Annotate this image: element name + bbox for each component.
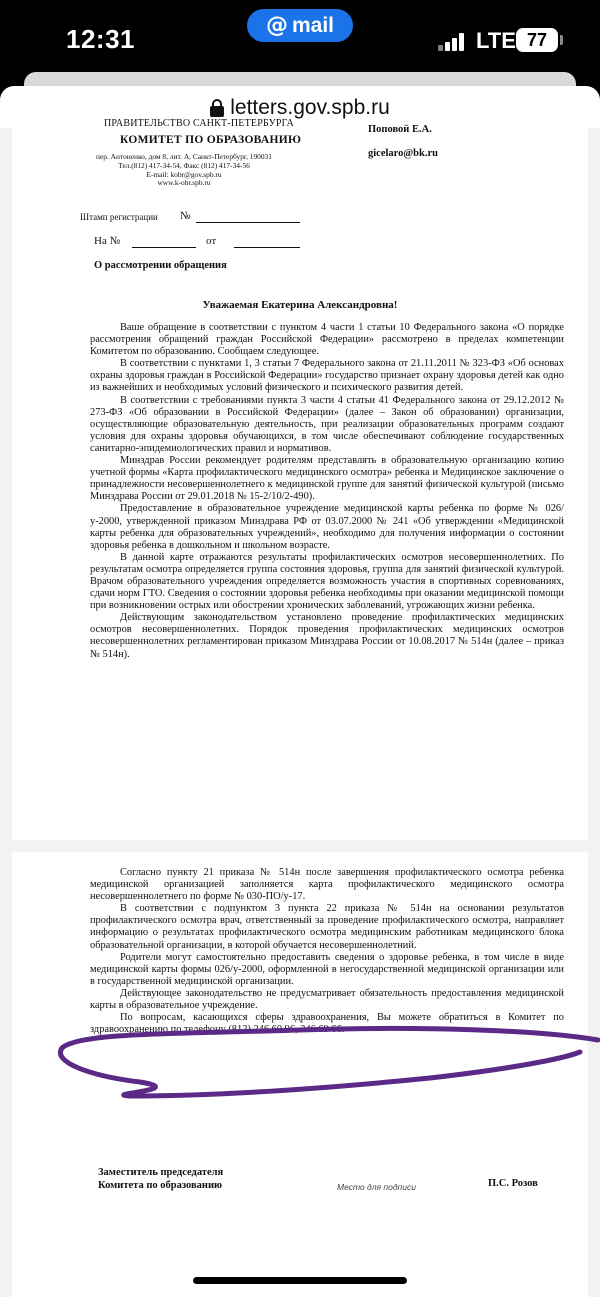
reply-date-line — [234, 247, 300, 248]
signatory-name: П.С. Розов — [488, 1178, 538, 1189]
paragraph: Предоставление в образовательное учреждение медицинской карты ребенка по форме № 026/у-2000, утвержденной приказом Минздрава РФ от 03.07.2000 № 241 «Об утверждении «Медицинской карты ребенка для образовательных учреждений», необходимо для получения информации о состоянии здоровья ребенка в дошкольном и школьном возрасте. — [90, 503, 564, 551]
letter-body-page-1 — [90, 322, 564, 661]
mail-app-pill[interactable] — [247, 9, 353, 42]
recipient-email: gicelaro@bk.ru — [368, 148, 438, 159]
highlighted-paragraph: Действующее законодательство не предусматривает обязательность предоставления медицинской карты в образовательное учреждение. — [90, 987, 564, 1012]
sender-contacts — [84, 153, 284, 188]
signature-placeholder: Место для подписи — [337, 1182, 416, 1192]
lock-icon — [210, 99, 224, 117]
paragraph: В соответствии с требованиями пункта 3 части 4 статьи 41 Федерального закона от 29.12.2012 № 273-ФЗ «Об образовании в Российской Федерации» (далее – Закон об образовании) организации, осуществляющие образовательную деятельность, при реализации образовательных программ создают условия для охраны здоровья обучающихся, в том числе обеспечивают соблюдение государственных санитарно-эпидемиологических правил и нормативов. — [90, 394, 564, 454]
signatory-title-line2: Комитета по образованию — [98, 1180, 223, 1191]
home-indicator[interactable] — [193, 1277, 407, 1284]
url-bar[interactable] — [0, 88, 600, 128]
signatory-title-line1: Заместитель председателя — [98, 1167, 224, 1178]
battery-icon — [516, 28, 558, 52]
registration-number-line — [196, 222, 300, 223]
paragraph: По вопросам, касающихся сферы здравоохранения, Вы можете обратиться в Комитет по здравоохранению по телефону (812) 246 60 96, 246 69 66. — [90, 1012, 564, 1036]
paragraph: В данной карте отражаются результаты профилактических осмотров несовершеннолетних. По результатам осмотра определяется группа состояния здоровья, группа для занятий физической культурой. Врачом образовательного учреждения определяется возможность участия в спортивных соревнованиях, сдачи норм ГТО. Сведения о состоянии здоровья ребенка необходимы при оказании медицинской помощи при возникновении острых или обострении хронических заболеваний, угрожающих жизни ребенка. — [90, 551, 564, 612]
sender-phone: Тел.(812) 417-34-54, Факс (812) 417-34-56 — [118, 160, 250, 170]
reply-to-label: На № — [94, 235, 121, 247]
sender-committee: КОМИТЕТ ПО ОБРАЗОВАНИЮ — [120, 134, 302, 146]
paragraph: Минздрав России рекомендует родителям представлять в образовательную организацию копию учетной формы «Карта профилактического медицинского осмотра» ребенка и Медицинское заключение о принадлежности несовершеннолетнего к медицинской группе для занятий физической культурой (письмо Минздрава России от 29.01.2018 № 15-2/10/2-490). — [90, 455, 564, 503]
paragraph: Родители могут самостоятельно предоставить сведения о здоровье ребенка, в том числе в виде медицинской карты формы 026/у-2000, оформленной в негосударственной медицинской организации или в государственной медицинской организации. — [90, 951, 564, 987]
stamp-label: Штамп регистрации — [80, 212, 158, 222]
recipient-name: Поповой Е.А. — [368, 124, 432, 135]
document-page-2 — [12, 852, 588, 1297]
letter-greeting: Уважаемая Екатерина Александровна! — [202, 299, 398, 311]
url-text[interactable]: letters.gov.spb.ru — [230, 96, 390, 119]
signal-icon — [438, 33, 464, 51]
reply-number-line — [132, 247, 196, 248]
sender-address: пер. Антоненко, дом 8, лит. А, Санкт-Петербург, 190031 — [96, 152, 272, 161]
paragraph: Ваше обращение в соответствии с пунктом 4 части 1 статьи 10 Федерального закона «О порядке рассмотрения обращений граждан Российской Федерации» рассмотрено в пределах компетенции Комитетом по образованию. Сообщаем следующее. — [90, 322, 564, 358]
signatory-title — [98, 1166, 298, 1192]
paragraph: В соответствии с подпунктом 3 пункта 22 приказа № 514н на основании результатов профилактического осмотра врач, ответственный за проведение профилактического осмотра, направляет информацию о результатах профилактического осмотра медицинским работникам медицинского блока образовательной организации, в которой обучается несовершеннолетний. — [90, 903, 564, 951]
mail-at-symbol: @ — [265, 12, 288, 38]
sender-government: ПРАВИТЕЛЬСТВО САНКТ-ПЕТЕРБУРГА — [104, 118, 294, 129]
document-page-1 — [12, 118, 588, 840]
battery-tip — [560, 35, 563, 45]
letter-body-page-2 — [90, 867, 564, 1036]
document-viewer[interactable] — [0, 118, 600, 1297]
paragraph: Согласно пункту 21 приказа № 514н после завершения профилактического осмотра ребенка медицинской организацией заполняется карта профилактического медицинского осмотра несовершеннолетнего по форме № 030-ПО/у-17. — [90, 867, 564, 903]
paragraph: В соответствии с пунктами 1, 3 статьи 7 Федерального закона от 21.11.2011 № 323-ФЗ «Об основах охраны здоровья граждан в Российской Федерации» государство признает охрану здоровья детей как одно из важнейших и необходимых условий физического и психического развития детей. — [90, 358, 564, 394]
battery-level: 77 — [526, 29, 548, 50]
from-label: от — [206, 235, 217, 247]
letter-subject: О рассмотрении обращения — [94, 260, 227, 271]
registration-number-sign: № — [180, 210, 191, 222]
network-type: LTE — [476, 28, 516, 53]
paragraph: Действующим законодательством установлено проведение профилактических медицинских осмотров несовершеннолетних. Порядок проведения профилактических медицинских осмотров несовершеннолетних регламентирован приказом Минздрава России от 10.08.2017 № 514н (далее – приказ № 514н). — [90, 612, 564, 660]
mail-app-label: mail — [291, 13, 335, 37]
sender-email: E-mail: kobr@gov.spb.ru — [146, 169, 222, 179]
status-time: 12:31 — [66, 24, 135, 54]
sender-site: www.k-obr.spb.ru — [157, 178, 211, 188]
status-bar — [0, 0, 600, 80]
